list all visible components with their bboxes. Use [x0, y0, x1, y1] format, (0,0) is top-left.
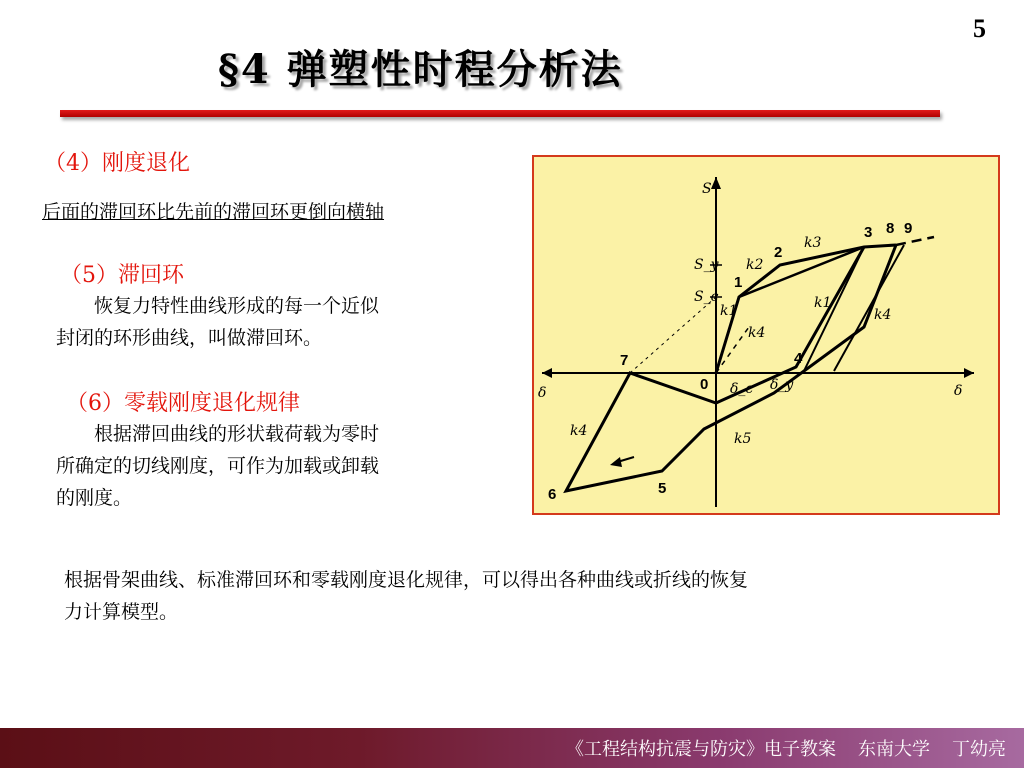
- stiffness-label-k3: k3: [804, 235, 822, 251]
- stiffness-label-k4-a: k4: [748, 325, 766, 341]
- page-number: 5: [973, 14, 986, 43]
- y-axis-arrow: [711, 177, 721, 189]
- point-label-6: 6: [548, 486, 557, 503]
- stiffness-label-k4-b: k4: [874, 307, 892, 323]
- unload-line-9: [834, 245, 904, 371]
- point-label-3: 3: [864, 224, 873, 241]
- text-hysteresis-loop-line2: 封闭的环形曲线，叫做滞回环。: [56, 327, 323, 349]
- stiffness-label-k1-b: k1: [814, 295, 832, 311]
- point-label-5: 5: [658, 480, 667, 497]
- dc-label: δ_c: [730, 381, 754, 397]
- page-title: §4 弹塑性时程分析法: [218, 46, 623, 93]
- hysteresis-figure: [532, 155, 1000, 515]
- text-zero-load-line1: 根据滞回曲线的形状载荷载为零时: [56, 423, 380, 445]
- heading-hysteresis-loop: （5）滞回环: [60, 263, 184, 288]
- text-zero-load-line2: 所确定的切线刚度，可作为加载或卸载: [56, 455, 380, 477]
- unload-line-3-4: [804, 247, 864, 371]
- point-label-9: 9: [904, 220, 913, 237]
- stiffness-label-k1-a: k1: [720, 303, 738, 319]
- x-axis-label-left: δ: [538, 385, 547, 401]
- footer-text: [544, 735, 1006, 761]
- footer-university: 东南大学: [858, 739, 930, 760]
- heading-zero-load-stiffness: （6）零载刚度退化规律: [66, 391, 300, 416]
- origin-label: 0: [700, 376, 709, 393]
- x-axis-arrow-left: [542, 368, 552, 378]
- conclusion-line2: 力计算模型。: [64, 601, 179, 623]
- heading-stiffness-degradation: （4）刚度退化: [44, 151, 190, 176]
- point-label-4: 4: [794, 350, 803, 367]
- stiffness-label-k5: k5: [734, 431, 752, 447]
- dy-label: δ_y: [770, 377, 794, 393]
- conclusion-line1: 根据骨架曲线、标准滞回环和零载刚度退化规律，可以得出各种曲线或折线的恢复: [64, 569, 749, 591]
- sy-label: S_y: [694, 257, 719, 273]
- skeleton-extension: [896, 237, 934, 245]
- text-zero-load-line3: 的刚度。: [56, 487, 133, 509]
- zero-load-dashed: [716, 327, 749, 373]
- x-axis-label-right: δ: [954, 383, 963, 399]
- footer-author: 丁幼亮: [952, 739, 1006, 760]
- point-label-8: 8: [886, 220, 895, 237]
- point-label-1: 1: [734, 274, 743, 291]
- title-divider: [60, 110, 940, 117]
- stiffness-label-k4-c: k4: [570, 423, 588, 439]
- arrowhead: [610, 457, 622, 467]
- stiffness-label-k2: k2: [746, 257, 764, 273]
- guide-dashed: [630, 297, 716, 373]
- point-label-2: 2: [774, 244, 783, 261]
- text-hysteresis-loop-line1: 恢复力特性曲线形成的每一个近似: [56, 295, 380, 317]
- footer-course: 《工程结构抗震与防灾》电子教案: [566, 739, 836, 760]
- point-label-7: 7: [620, 352, 629, 369]
- x-axis-arrow-right: [964, 368, 974, 378]
- sc-label: S_c: [694, 289, 719, 305]
- text-stiffness-degradation: 后面的滞回环比先前的滞回环更倒向横轴: [42, 201, 385, 223]
- y-axis-label: S: [702, 181, 712, 197]
- hysteresis-diagram: [534, 157, 998, 513]
- footer-bar: [0, 728, 1024, 768]
